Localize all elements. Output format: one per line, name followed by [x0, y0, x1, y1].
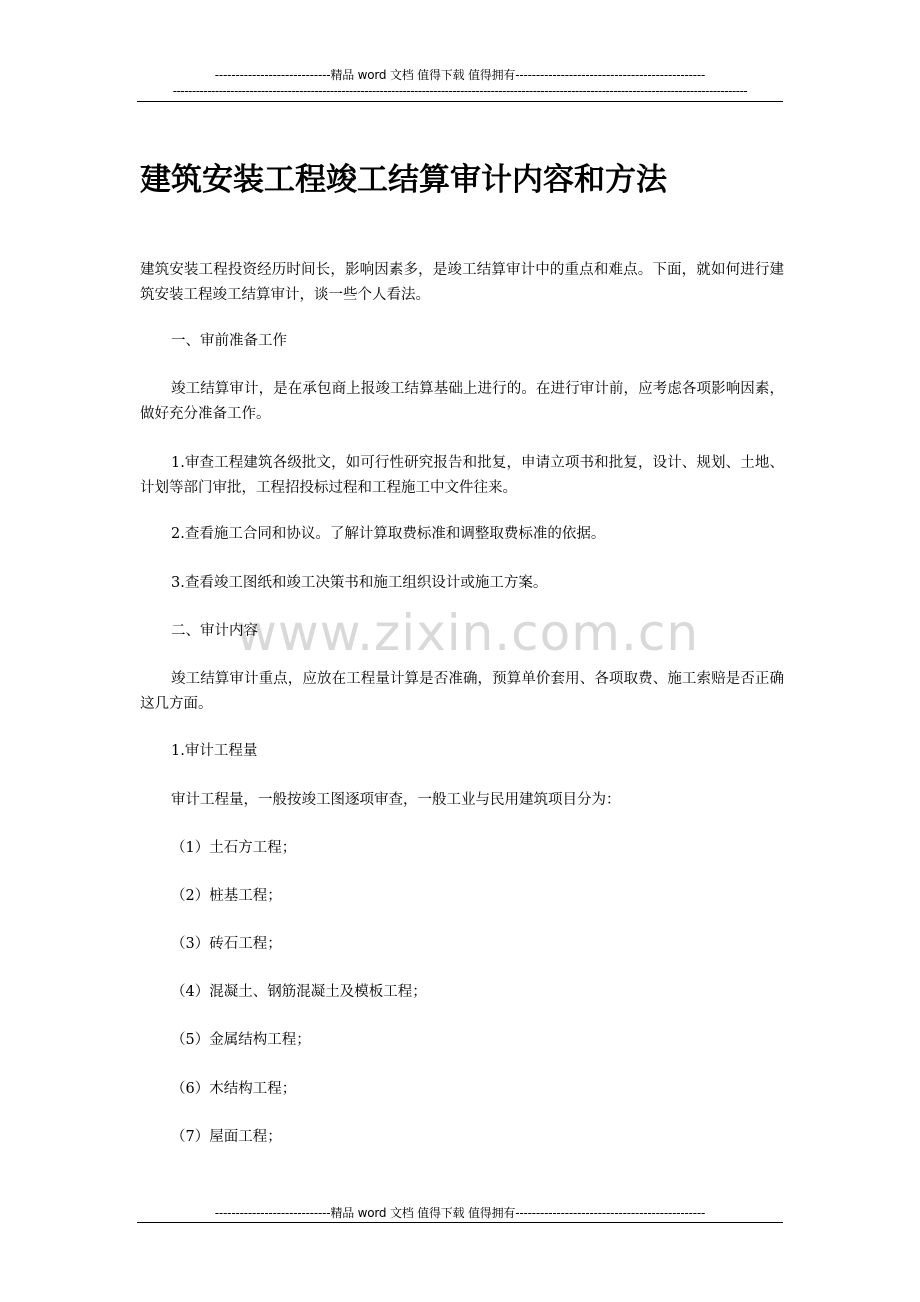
paragraph-content: 竣工结算审计重点，应放在工程量计算是否准确，预算单价套用、各项取费、施工索赔是否正确这几方面。 [140, 671, 784, 712]
document-title: 建筑安装工程竣工结算审计内容和方法 [140, 162, 667, 198]
intro-paragraph: 建筑安装工程投资经历时间长，影响因素多，是竣工结算审计中的重点和难点。下面，就如何进行建筑安装工程竣工结算审计，谈一些个人看法。 [140, 262, 784, 303]
watermark: www.zixin.com.cn [236, 604, 700, 662]
page-header-dashes: ------------------------------------------------------------------------------------------------------------------------------------------------------ [172, 85, 748, 97]
page-footer-text: ----------------------------精品 word 文档 值得下载 值得拥有---------------------------------------------- [214, 1206, 706, 1220]
list-item: （4）混凝土、钢筋混凝土及模板工程； [171, 984, 427, 1000]
prep-item-1: 1.审查工程建筑各级批文，如可行性研究报告和批复，申请立项书和批复，设计、规划、土地、计划等部门审批，工程招投标过程和工程施工中文件往来。 [140, 455, 784, 496]
subsection-heading-quantity: 1.审计工程量 [171, 743, 258, 759]
list-item: （5）金属结构工程； [171, 1032, 311, 1048]
prep-item-2: 2.查看施工合同和协议。了解计算取费标准和调整取费标准的依据。 [171, 526, 606, 542]
page-header-text: ----------------------------精品 word 文档 值得下载 值得拥有---------------------------------------------- [214, 68, 706, 82]
paragraph-prep: 竣工结算审计，是在承包商上报竣工结算基础上进行的。在进行审计前，应考虑各项影响因素，做好充分准备工作。 [140, 381, 784, 422]
list-item: （6）木结构工程； [171, 1081, 297, 1097]
prep-item-3: 3.查看竣工图纸和竣工决策书和施工组织设计或施工方案。 [171, 575, 548, 591]
section-heading-prep: 一、审前准备工作 [171, 333, 287, 349]
paragraph-quantity: 审计工程量，一般按竣工图逐项审查，一般工业与民用建筑项目分为： [171, 792, 621, 808]
list-item: （1）土石方工程； [171, 840, 297, 856]
section-heading-content: 二、审计内容 [171, 623, 258, 639]
list-item: （2）桩基工程； [171, 888, 282, 904]
header-rule [137, 101, 783, 102]
list-item: （7）屋面工程； [171, 1129, 282, 1145]
footer-rule [137, 1222, 783, 1223]
list-item: （3）砖石工程； [171, 936, 282, 952]
